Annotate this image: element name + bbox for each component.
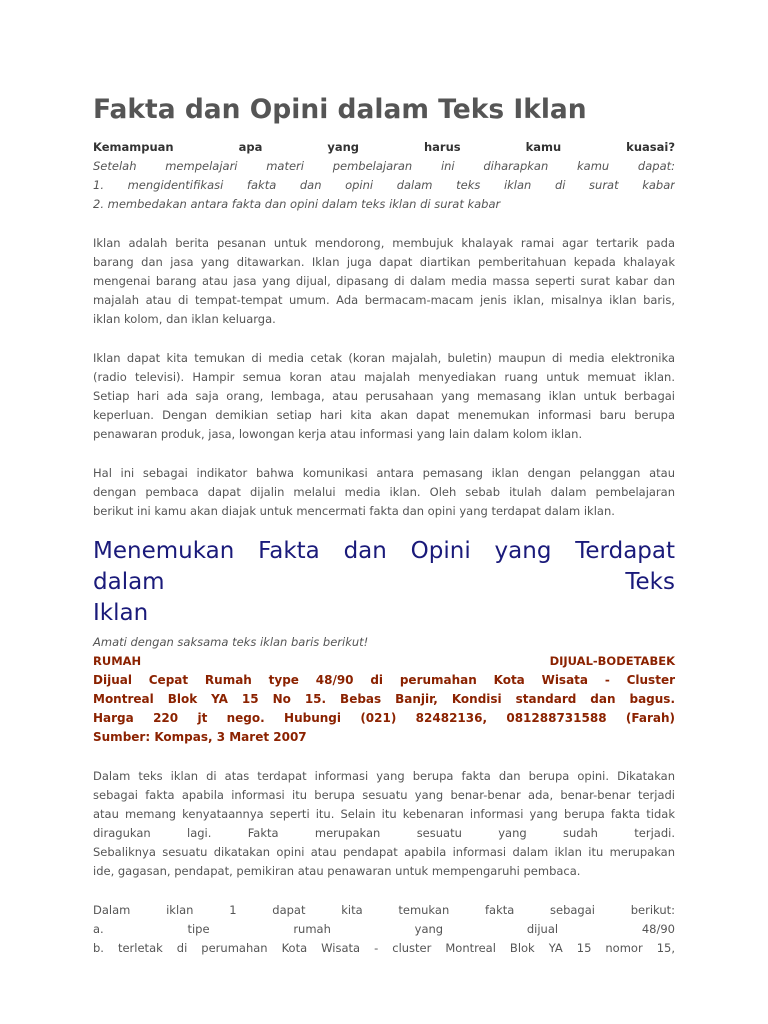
heading-line: Iklan: [93, 600, 149, 626]
paragraph-1: [93, 234, 675, 329]
goals-line: 2. membedakan antara fakta dan opini dalam teks iklan di surat kabar: [93, 197, 501, 211]
ad-left-header: RUMAH: [93, 654, 142, 668]
paragraph-line: dengan pembaca dapat dijalin melalui media iklan. Oleh sebab itulah dalam pembelajaran: [93, 485, 675, 499]
paragraph-line: Sebaliknya sesuatu dikatakan opini atau pendapat apabila informasi dalam iklan itu merupakan: [93, 845, 675, 859]
learning-question: [93, 138, 675, 157]
paragraph-line: penawaran produk, jasa, lowongan kerja atau informasi yang lain dalam kolom iklan.: [93, 427, 583, 441]
paragraph-line: Setiap hari ada saja orang, lembaga, atau perusahaan yang memasang iklan untuk berbagai: [93, 389, 675, 403]
paragraph-2: [93, 349, 675, 444]
ad-header: [93, 652, 675, 671]
paragraph-line: Dalam teks iklan di atas terdapat informasi yang berupa fakta dan berupa opini. Dikatakan: [93, 769, 675, 783]
paragraph-line: Iklan adalah berita pesanan untuk mendorong, membujuk khalayak ramai agar tertarik pada: [93, 236, 675, 250]
ad-line: Dijual Cepat Rumah type 48/90 di perumahan Kota Wisata - Cluster: [93, 673, 675, 687]
paragraph-line: Iklan dapat kita temukan di media cetak (koran majalah, buletin) maupun di media elektronika: [93, 351, 675, 365]
ad-right-header: DIJUAL-BODETABEK: [549, 654, 675, 668]
classified-ad: [93, 671, 675, 747]
paragraph-4: [93, 767, 675, 881]
heading-line: Menemukan Fakta dan Opini yang Terdapat: [93, 538, 675, 564]
list-item: a. tipe rumah yang dijual 48/90: [93, 922, 675, 936]
paragraph-5: [93, 901, 675, 958]
goals-line: Setelah mempelajari materi pembelajaran ini diharapkan kamu dapat:: [93, 159, 675, 173]
ad-intro: Amati dengan saksama teks iklan baris berikut!: [93, 635, 369, 649]
heading-line: dalam Teks: [93, 569, 675, 595]
paragraph-line: diragukan lagi. Fakta merupakan sesuatu yang sudah terjadi.: [93, 826, 675, 840]
list-item: b. terletak di perumahan Kota Wisata - cluster Montreal Blok YA 15 nomor 15,: [93, 941, 675, 955]
paragraph-line: atau memang kenyataannya seperti itu. Selain itu kebenaran informasi yang berupa fakta tidak: [93, 807, 675, 821]
page-title: Fakta dan Opini dalam Teks Iklan: [93, 94, 587, 125]
paragraph-line: (radio televisi). Hampir semua koran atau majalah menyediakan ruang untuk memuat iklan.: [93, 370, 675, 384]
paragraph-line: sebagai fakta apabila informasi itu berupa sesuatu yang benar-benar ada, benar-benar terjadi: [93, 788, 675, 802]
paragraph-line: ide, gagasan, pendapat, pemikiran atau penawaran untuk mempengaruhi pembaca.: [93, 864, 581, 878]
paragraph-line: keperluan. Dengan demikian setiap hari kita akan dapat menemukan informasi baru berupa: [93, 408, 675, 422]
paragraph-line: mengenai barang atau jasa yang dijual, dipasang di dalam media massa seperti surat kabar dan: [93, 274, 675, 288]
paragraph-line: iklan kolom, dan iklan keluarga.: [93, 312, 276, 326]
ad-source: Sumber: Kompas, 3 Maret 2007: [93, 730, 307, 744]
paragraph-3: [93, 464, 675, 521]
paragraph-line: barang dan jasa yang ditawarkan. Iklan juga dapat diartikan pemberitahuan kepada khalayak: [93, 255, 675, 269]
section-heading: [93, 536, 675, 629]
paragraph-line: Hal ini sebagai indikator bahwa komunikasi antara pemasang iklan dengan pelanggan atau: [93, 466, 675, 480]
paragraph-line: berikut ini kamu akan diajak untuk mencermati fakta dan opini yang terdapat dalam iklan.: [93, 504, 615, 518]
paragraph-line: majalah atau di tempat-tempat umum. Ada bermacam-macam jenis iklan, misalnya iklan baris,: [93, 293, 675, 307]
question-line: Kemampuan apa yang harus kamu kuasai?: [93, 140, 675, 154]
article-content: [93, 92, 675, 958]
learning-goals: [93, 157, 675, 214]
ad-line: Harga 220 jt nego. Hubungi (021) 82482136, 081288731588 (Farah): [93, 711, 675, 725]
paragraph-line: Dalam iklan 1 dapat kita temukan fakta sebagai berikut:: [93, 903, 675, 917]
ad-line: Montreal Blok YA 15 No 15. Bebas Banjir, Kondisi standard dan bagus.: [93, 692, 675, 706]
goals-line: 1. mengidentifikasi fakta dan opini dalam teks iklan di surat kabar: [93, 178, 675, 192]
